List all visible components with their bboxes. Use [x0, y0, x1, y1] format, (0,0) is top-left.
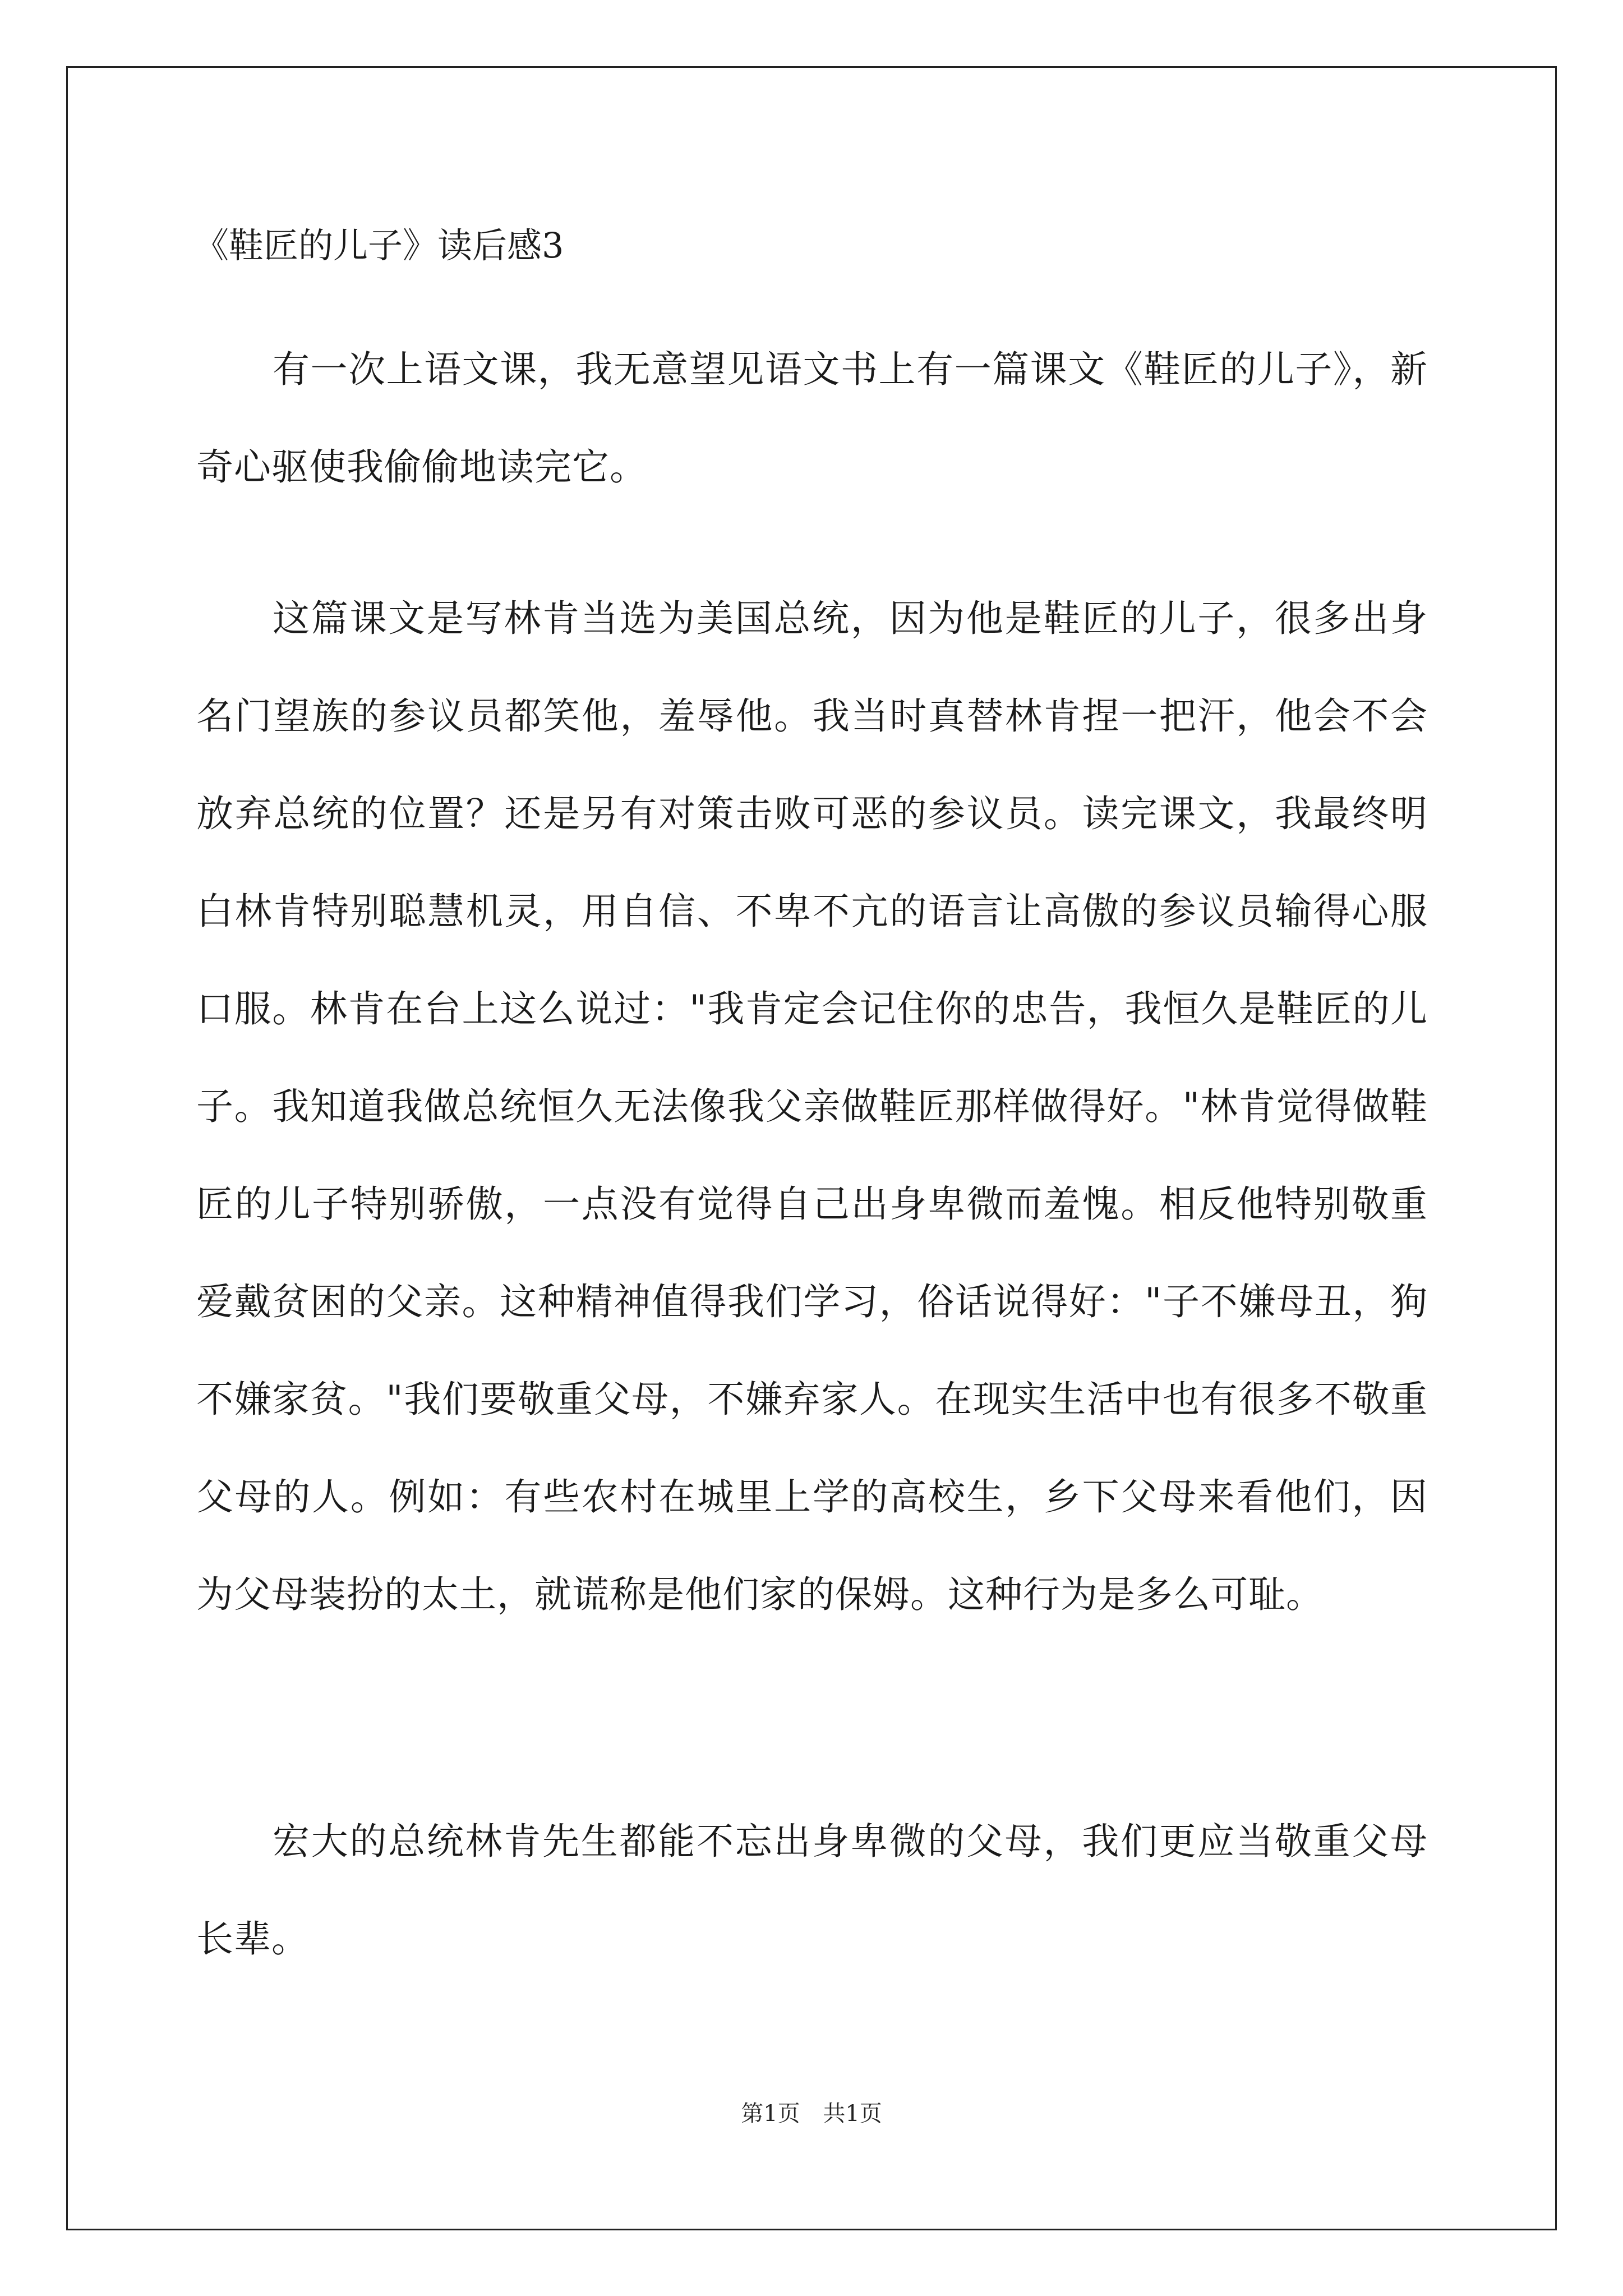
- paragraph-1: 有一次上语文课，我无意望见语文书上有一篇课文《鞋匠的儿子》，新奇心驱使我偷偷地读完它。: [196, 348, 1428, 489]
- paragraph-2: 这篇课文是写林肯当选为美国总统，因为他是鞋匠的儿子，很多出身名门望族的参议员都笑他，羞辱他。我当时真替林肯捏一把汗，他会不会放弃总统的位置？还是另有对策击败可恶的参议员。读完课文，我最终明白林肯特别聪慧机灵，用自信、不卑不亢的语言让高傲的参议员输得心服口服。林肯在台上这么说过："我肯定会记住你的忠告，我恒久是鞋匠的儿子。我知道我做总统恒久无法像我父亲做鞋匠那样做得好。"林肯觉得做鞋匠的儿子特别骄傲，一点没有觉得自己出身卑微而羞愧。相反他特别敬重爱戴贫困的父亲。这种精神值得我们学习，俗话说得好："子不嫌母丑，狗不嫌家贫。"我们要敬重父母，不嫌弃家人。在现实生活中也有很多不敬重父母的人。例如：有些农村在城里上学的高校生，乡下父母来看他们，因为父母装扮的太土，就谎称是他们家的保姆。这种行为是多么可耻。: [196, 597, 1428, 1616]
- page-footer: [0, 2099, 1623, 2128]
- page-number-total: 共1页: [823, 2101, 882, 2127]
- document-title: 《鞋匠的儿子》读后感3: [194, 225, 564, 266]
- paragraph-3: 宏大的总统林肯先生都能不忘出身卑微的父母，我们更应当敬重父母长辈。: [196, 1820, 1428, 1961]
- page-number-current: 第1页: [741, 2101, 800, 2127]
